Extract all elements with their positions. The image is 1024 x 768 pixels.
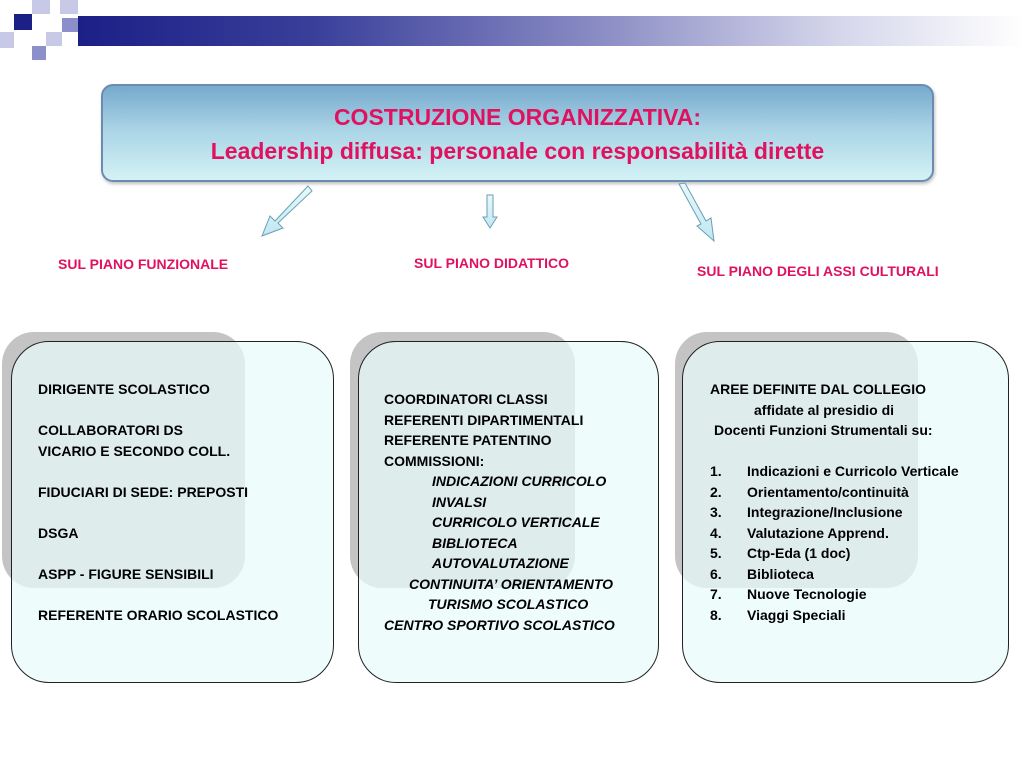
line-curricolo: CURRICOLO VERTICALE	[432, 514, 600, 530]
panel-didattico-text	[384, 389, 615, 635]
list-item: 2. Orientamento/continuità	[710, 483, 909, 500]
line-referenti-dip: REFERENTI DIPARTIMENTALI	[384, 411, 584, 428]
line-commissioni: COMMISSIONI:	[384, 452, 485, 469]
list-item: 1. Indicazioni e Curricolo Verticale	[710, 463, 959, 479]
list-item: 4. Valutazione Apprend.	[710, 524, 889, 541]
arrow-right-icon	[679, 183, 714, 241]
line-dsga: DSGA	[38, 524, 79, 541]
list-item: 8. Viaggi Speciali	[710, 606, 846, 623]
title-line-2: Leadership diffusa: personale con responsabilità dirette	[210, 138, 825, 164]
list-item: 6. Biblioteca	[710, 565, 814, 582]
list-item: 3. Integrazione/Inclusione	[710, 504, 903, 520]
line-aspp: ASPP - FIGURE SENSIBILI	[38, 565, 214, 582]
line-invalsi: INVALSI	[432, 493, 487, 510]
heading-didattico: SUL PIANO DIDATTICO	[414, 255, 570, 271]
line-continuita: CONTINUITA’ ORIENTAMENTO	[409, 575, 614, 592]
line-referente-orario: REFERENTE ORARIO SCOLASTICO	[38, 606, 279, 623]
line-dirigente: DIRIGENTE SCOLASTICO	[38, 381, 210, 397]
line-centro-sportivo: CENTRO SPORTIVO SCOLASTICO	[384, 616, 615, 633]
panel-assi-culturali	[682, 341, 1009, 683]
line-turismo: TURISMO SCOLASTICO	[428, 596, 589, 612]
panel-funzionale	[11, 341, 334, 683]
line-fiduciari: FIDUCIARI DI SEDE: PREPOSTI	[38, 483, 249, 500]
list-item: 7. Nuove Tecnologie	[710, 586, 867, 602]
line-coordinatori: COORDINATORI CLASSI	[384, 391, 548, 407]
line-autovalutazione: AUTOVALUTAZIONE	[432, 555, 569, 571]
line-biblioteca: BIBLIOTECA	[432, 534, 518, 551]
line-docenti-fs: Docenti Funzioni Strumentali su:	[714, 422, 933, 438]
panel-didattico	[358, 341, 659, 683]
panel-assi-text	[710, 379, 959, 625]
list-item: 5. Ctp-Eda (1 doc)	[710, 545, 851, 561]
heading-assi-culturali: SUL PIANO DEGLI ASSI CULTURALI	[697, 263, 939, 279]
heading-funzionale: SUL PIANO FUNZIONALE	[58, 256, 229, 272]
arrow-left-icon	[262, 186, 312, 236]
arrow-down-icon	[483, 195, 497, 228]
line-indicazioni: INDICAZIONI CURRICOLO	[432, 473, 607, 489]
line-vicario: VICARIO E SECONDO COLL.	[38, 442, 231, 459]
line-aree-definite: AREE DEFINITE DAL COLLEGIO	[710, 381, 926, 397]
panel-funzionale-text	[38, 379, 278, 625]
line-affidate: affidate al presidio di	[754, 401, 895, 418]
title-line-1: COSTRUZIONE ORGANIZZATIVA:	[333, 104, 702, 130]
line-collaboratori: COLLABORATORI DS	[38, 422, 183, 438]
line-patentino: REFERENTE PATENTINO	[384, 432, 552, 448]
